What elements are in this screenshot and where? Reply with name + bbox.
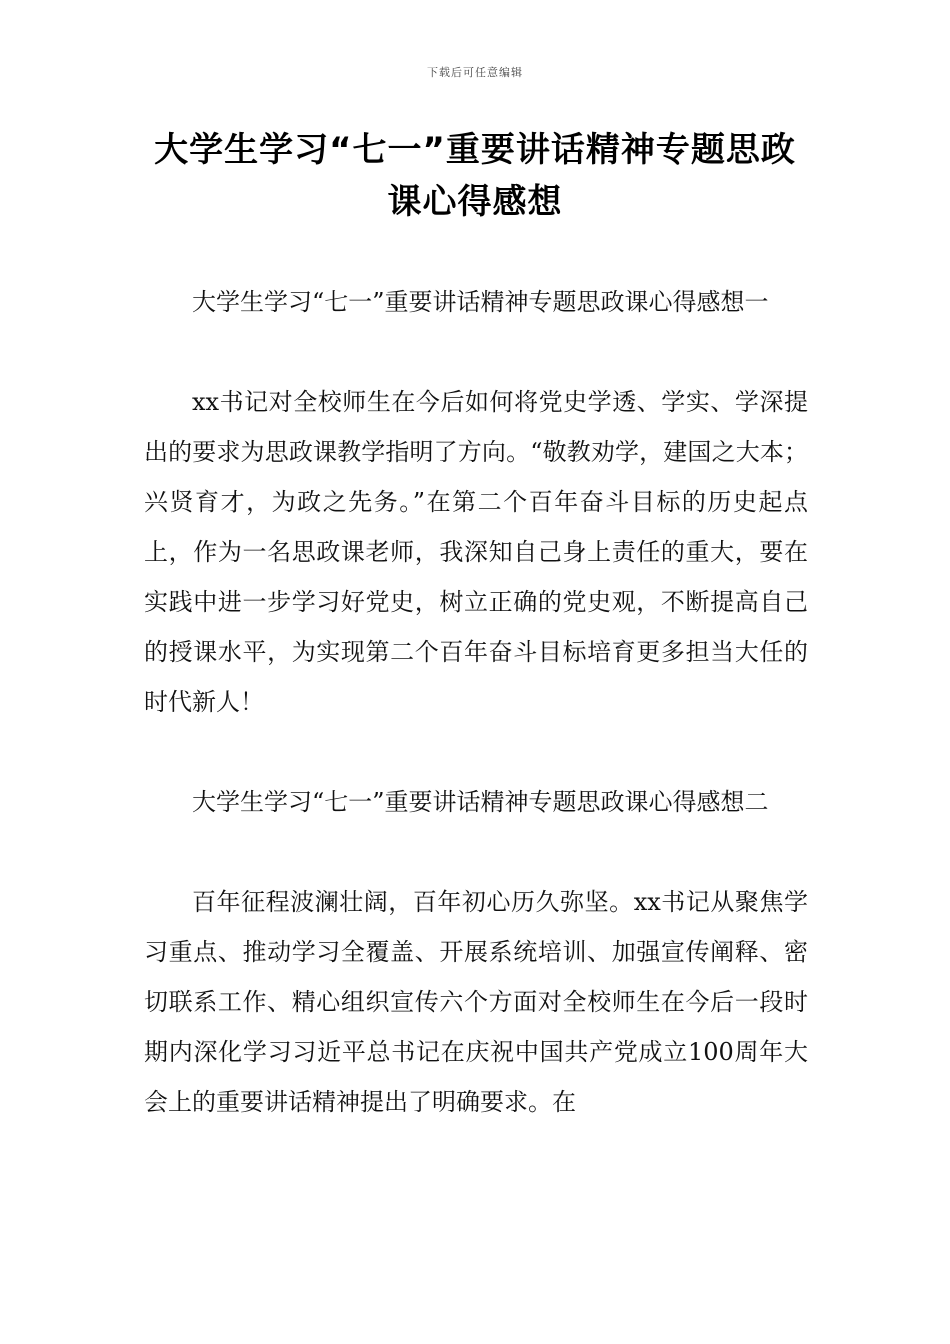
document-body [144, 277, 808, 1127]
body-paragraph-2: 百年征程波澜壮阔，百年初心历久弥坚。xx书记从聚焦学习重点、推动学习全覆盖、开展系统培训、加强宣传阐释、密切联系工作、精心组织宣传六个方面对全校师生在今后一段时期内深化学习习近平总书记在庆祝中国共产党成立100周年大会上的重要讲话精神提出了明确要求。在 [144, 888, 808, 1116]
header-note: 下载后可任意编辑 [427, 66, 523, 79]
body-paragraph-1: xx书记对全校师生在今后如何将党史学透、学实、学深提出的要求为思政课教学指明了方向。“敬教劝学，建国之大本；兴贤育才，为政之先务。”在第二个百年奋斗目标的历史起点上，作为一名思政课老师，我深知自己身上责任的重大，要在实践中进一步学习好党史，树立正确的党史观，不断提高自己的授课水平，为实现第二个百年奋斗目标培育更多担当大任的时代新人！ [144, 388, 808, 716]
section-heading-2: 大学生学习“七一”重要讲话精神专题思政课心得感想二 [192, 788, 769, 816]
section-heading-1: 大学生学习“七一”重要讲话精神专题思政课心得感想一 [192, 288, 769, 316]
document-title: 大学生学习“七一”重要讲话精神专题思政课心得感想 [154, 130, 796, 222]
